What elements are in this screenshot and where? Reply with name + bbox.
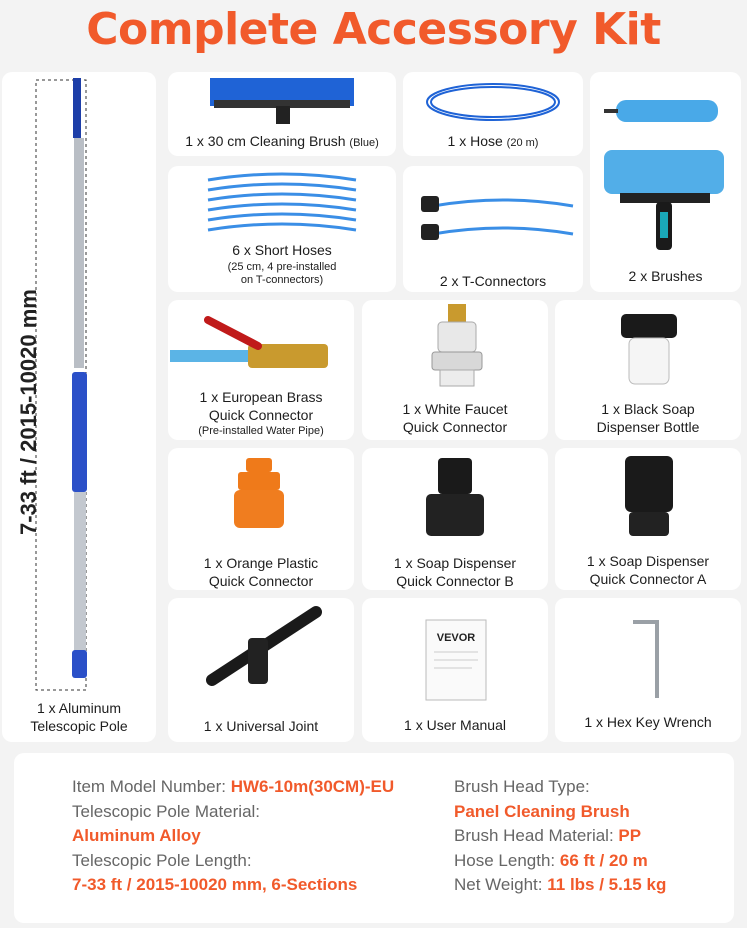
- user-manual-image: [362, 598, 548, 703]
- short-hoses-image: [168, 166, 396, 236]
- pole-length-value: 7-33 ft / 2015-10020 mm, 6-Sections: [72, 875, 358, 894]
- soap-connector-b-image: [362, 448, 548, 543]
- pole-material-value: Aluminum Alloy: [72, 826, 201, 845]
- faucet-connector-line1: 1 x White Faucet: [402, 401, 508, 417]
- universal-joint-image: [168, 598, 354, 698]
- t-connectors-image: [403, 166, 583, 256]
- specs-panel: [14, 753, 734, 923]
- soap-connector-b-card: [362, 448, 548, 590]
- specs-right-column: [454, 775, 666, 898]
- cleaning-brush-image: [168, 72, 396, 132]
- hose-label-row: [403, 132, 583, 152]
- specs-left-column: [72, 775, 394, 898]
- faucet-connector-card: [362, 300, 548, 440]
- hose-label: 1 x Hose: [447, 133, 503, 149]
- universal-joint-card: [168, 598, 354, 742]
- model-value: HW6-10m(30CM)-EU: [230, 777, 395, 796]
- cleaning-brush-label: 1 x 30 cm Cleaning Brush: [185, 133, 346, 149]
- orange-connector-image: [168, 448, 354, 538]
- orange-connector-line1: 1 x Orange Plastic: [203, 555, 319, 571]
- weight-value: 11 lbs / 5.15 kg: [547, 875, 667, 894]
- brass-connector-note: (Pre-installed Water Pipe): [198, 425, 324, 437]
- head-material-key: Brush Head Material:: [454, 826, 614, 845]
- t-connectors-label: 2 x T-Connectors: [439, 273, 547, 289]
- soap-connector-a-line2: Quick Connector A: [589, 571, 707, 587]
- soap-bottle-card: [555, 300, 741, 440]
- pole-label-2: Telescopic Pole: [30, 718, 128, 734]
- pole-label-1: 1 x Aluminum: [36, 700, 122, 716]
- orange-connector-line2: Quick Connector: [208, 573, 314, 589]
- hex-key-card: [555, 598, 741, 742]
- brushes-card: [590, 72, 741, 292]
- hose-length-key: Hose Length:: [454, 850, 556, 870]
- head-type-value: Panel Cleaning Brush: [454, 801, 630, 821]
- short-hoses-label: 6 x Short Hoses: [232, 242, 332, 258]
- hose-length-value: 66 ft / 20 m: [559, 850, 648, 870]
- hose-image: [403, 72, 583, 132]
- soap-connector-b-line1: 1 x Soap Dispenser: [393, 555, 517, 571]
- t-connectors-card: [403, 166, 583, 292]
- orange-connector-card: [168, 448, 354, 590]
- soap-connector-a-card: [555, 448, 741, 590]
- hex-key-label: 1 x Hex Key Wrench: [584, 714, 712, 730]
- soap-bottle-line1: 1 x Black Soap: [601, 401, 695, 417]
- cleaning-brush-label-row: [168, 132, 396, 152]
- user-manual-card: [362, 598, 548, 742]
- manual-brand: VEVOR: [436, 632, 476, 644]
- hex-key-image: [555, 598, 741, 703]
- page-title: Complete Accessory Kit: [86, 4, 661, 55]
- weight-key: Net Weight:: [454, 875, 543, 894]
- faucet-connector-image: [362, 300, 548, 390]
- head-material-value: PP: [618, 826, 642, 845]
- short-hoses-note-2: on T-connectors): [240, 274, 324, 286]
- pole-material-key: Telescopic Pole Material:: [72, 801, 261, 821]
- cleaning-brush-card: [168, 72, 396, 156]
- model-key: Item Model Number:: [72, 777, 226, 796]
- soap-bottle-image: [555, 300, 741, 390]
- short-hoses-note-1: (25 cm, 4 pre-installed: [227, 261, 337, 273]
- faucet-connector-line2: Quick Connector: [402, 419, 508, 435]
- hose-card: [403, 72, 583, 156]
- brushes-image: [590, 72, 741, 257]
- short-hoses-card: [168, 166, 396, 292]
- brass-connector-image: [168, 300, 354, 380]
- brass-connector-card: [168, 300, 354, 440]
- universal-joint-label: 1 x Universal Joint: [203, 718, 319, 734]
- brass-connector-line1: 1 x European Brass: [199, 389, 323, 405]
- soap-connector-a-line1: 1 x Soap Dispenser: [586, 553, 710, 569]
- cleaning-brush-note: (Blue): [349, 137, 379, 149]
- hose-note: (20 m): [506, 137, 539, 149]
- brushes-label: 2 x Brushes: [628, 268, 703, 284]
- user-manual-label: 1 x User Manual: [404, 717, 506, 733]
- soap-connector-b-line2: Quick Connector B: [396, 573, 514, 589]
- soap-connector-a-image: [555, 448, 741, 543]
- pole-length-key: Telescopic Pole Length:: [72, 850, 252, 870]
- head-type-key: Brush Head Type:: [454, 777, 590, 796]
- brass-connector-line2: Quick Connector: [208, 407, 314, 423]
- pole-dimension: 7-33 ft / 2015-10020 mm: [16, 289, 41, 535]
- soap-bottle-line2: Dispenser Bottle: [596, 419, 700, 435]
